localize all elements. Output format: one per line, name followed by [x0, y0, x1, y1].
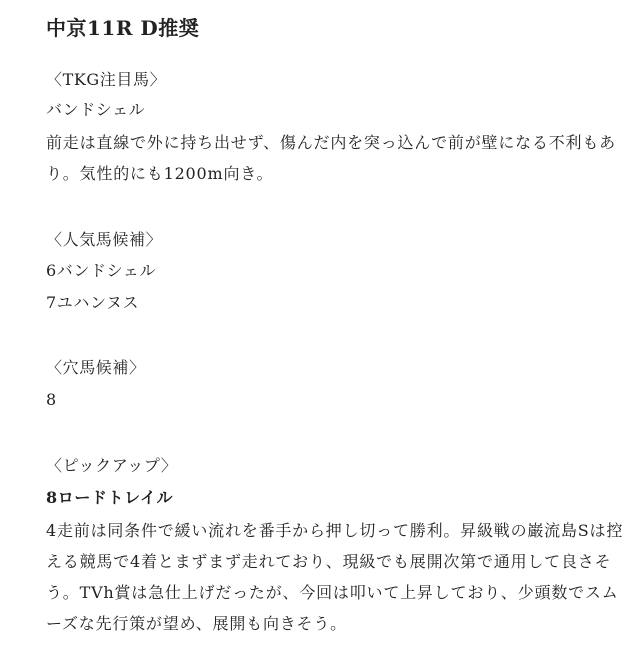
longshot-section-heading: 〈穴馬候補〉 — [46, 358, 146, 377]
tkg-comment-line: 前走は直線で外に持ち出せず、傷んだ内を突っ込んで前が壁になる不利もあ — [46, 133, 616, 152]
tkg-horse-name: バンドシェル — [46, 100, 146, 119]
pickup-comment-line: える競馬で4着とまずまず走れており、現級でも展開次第で通用して良さそ — [46, 552, 612, 571]
popular-item: 6バンドシェル — [46, 261, 157, 280]
pickup-comment-line: ーズな先行策が望め、展開も向きそう。 — [46, 614, 347, 633]
pickup-comment-line: 4走前は同条件で緩い流れを番手から押し切って勝利。昇級戦の巌流島Sは控 — [46, 521, 624, 540]
tkg-section-heading: 〈TKG注目馬〉 — [46, 70, 167, 89]
popular-item: 7ユハンヌス — [46, 293, 140, 312]
pickup-comment-line: う。TVh賞は急仕上げだったが、今回は叩いて上昇しており、少頭数でスム — [46, 583, 619, 602]
tkg-comment-line: り。気性的にも1200m向き。 — [46, 164, 274, 183]
tkg-comment — [46, 127, 616, 189]
article-title: 中京11R D推奨 — [46, 16, 200, 40]
pickup-section-heading: 〈ピックアップ〉 — [46, 456, 178, 475]
pickup-horse-name: 8ロードトレイル — [46, 488, 174, 507]
longshot-item: 8 — [46, 390, 57, 409]
pickup-comment — [46, 515, 624, 639]
popular-section-heading: 〈人気馬候補〉 — [46, 230, 163, 249]
